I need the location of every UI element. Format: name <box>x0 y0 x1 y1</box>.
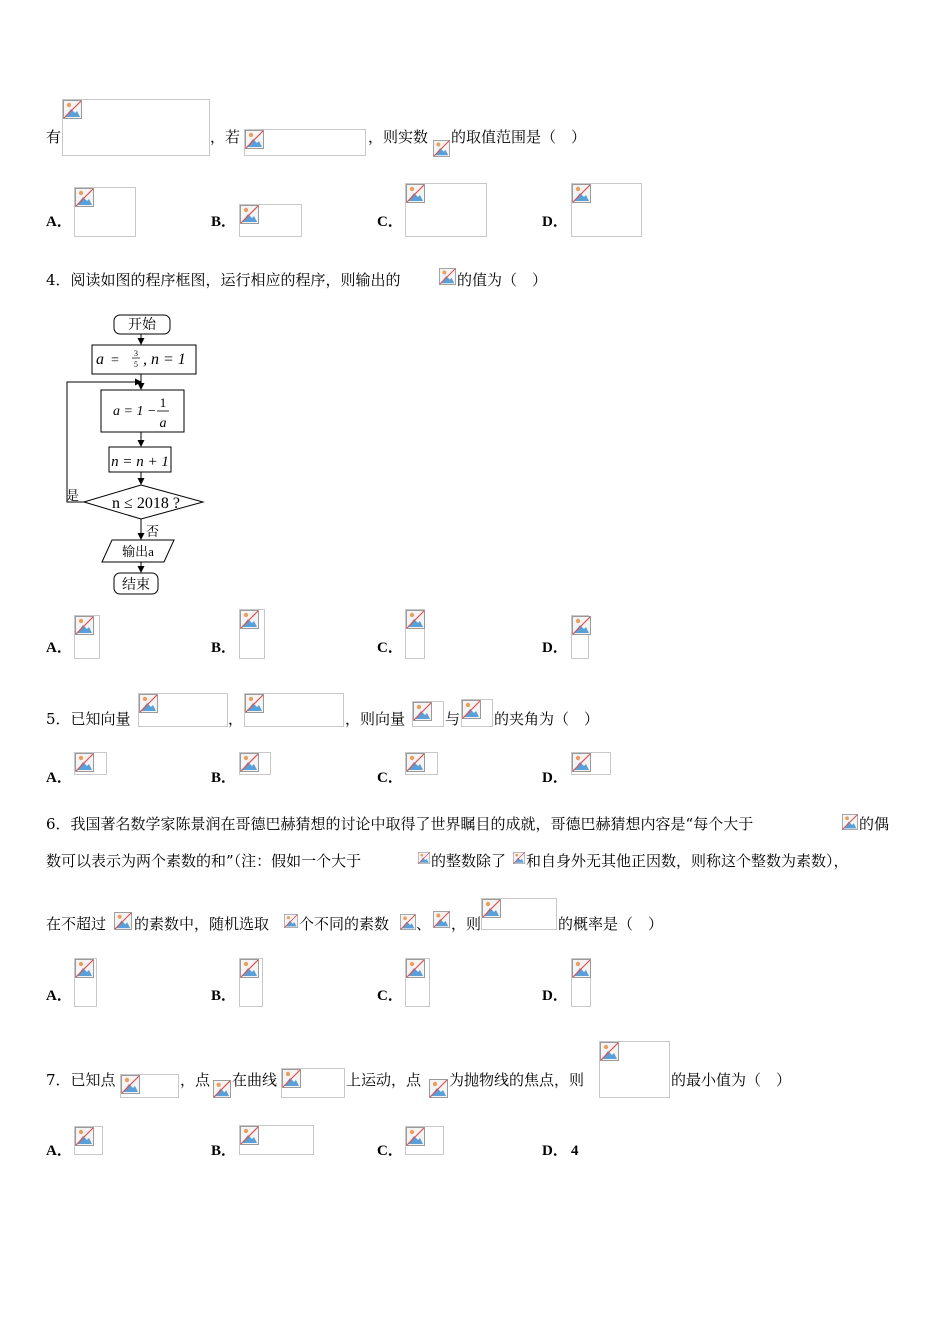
broken-image-icon <box>482 899 501 918</box>
broken-image-icon <box>75 1127 94 1146</box>
broken-image-icon <box>572 959 591 978</box>
flowchart-no-label: 否 <box>146 524 160 539</box>
broken-image-icon <box>572 616 591 635</box>
option-label: A． <box>46 988 72 1004</box>
program-flowchart <box>60 310 220 600</box>
broken-image-icon <box>433 909 450 930</box>
q7-stem: 为抛物线的焦点，则 <box>449 1071 585 1089</box>
broken-image-icon <box>240 610 259 629</box>
broken-image-icon <box>240 959 259 978</box>
option-image <box>239 752 271 775</box>
formula-image <box>418 849 430 867</box>
q4-stem: 4．阅读如图的程序框图，运行相应的程序，则输出的 <box>46 271 401 289</box>
flowchart-init-a: a <box>96 351 104 368</box>
formula-image <box>439 268 456 285</box>
flowchart-init-den: 5 <box>134 360 138 369</box>
option-image <box>74 615 100 659</box>
formula-image <box>481 898 557 930</box>
broken-image-icon <box>406 184 425 203</box>
flowchart-init-eq: = <box>111 353 119 368</box>
broken-image-icon <box>406 753 425 772</box>
broken-image-icon <box>433 140 450 157</box>
option-label: D． <box>542 640 568 656</box>
option-image <box>405 183 487 237</box>
option-label: D． <box>542 214 568 230</box>
broken-image-icon <box>284 912 298 930</box>
option-label: A． <box>46 1143 72 1159</box>
formula-image <box>284 912 298 930</box>
q7-stem: 在曲线 <box>232 1071 278 1089</box>
option-image <box>405 1126 444 1155</box>
q6-line3: 的素数中，随机选取 <box>134 915 270 933</box>
option-label: C． <box>377 770 403 786</box>
flowchart-condition: n ≤ 2018 ? <box>112 495 180 512</box>
formula-image <box>244 129 366 156</box>
option-image <box>571 958 591 1007</box>
formula-image <box>513 849 525 867</box>
flowchart-init-n: , n = 1 <box>143 351 186 368</box>
broken-image-icon <box>572 184 591 203</box>
q5-sep: ， <box>228 710 244 728</box>
flowchart-update-a: a = 1 − <box>113 404 157 419</box>
q6-line2: 数可以表示为两个素数的和”（注：假如一个大于 <box>46 852 362 870</box>
broken-image-icon <box>406 959 425 978</box>
broken-image-icon <box>240 1126 259 1145</box>
option-label: C． <box>377 640 403 656</box>
option-image <box>239 204 302 237</box>
option-image <box>571 752 611 775</box>
broken-image-icon <box>75 959 94 978</box>
option-image <box>405 958 430 1007</box>
broken-image-icon <box>842 813 858 831</box>
q3-text: 的取值范围是（ ） <box>451 128 587 146</box>
option-image <box>405 752 438 775</box>
option-image <box>405 609 425 659</box>
formula-image <box>412 701 444 727</box>
flowchart-end-label: 结束 <box>122 578 150 593</box>
broken-image-icon <box>245 694 264 713</box>
broken-image-icon <box>600 1042 619 1061</box>
formula-image <box>138 693 228 727</box>
option-image <box>74 187 136 237</box>
q4-stem: 的值为（ ） <box>457 271 548 289</box>
flowchart-update-n: n = n + 1 <box>111 454 169 470</box>
broken-image-icon <box>572 753 591 772</box>
q3-prefix: 有 <box>46 128 62 146</box>
q5-and: 与 <box>445 710 461 728</box>
option-label: A． <box>46 640 72 656</box>
q6-line1: 6．我国著名数学家陈景润在哥德巴赫猜想的讨论中取得了世界瞩目的成就，哥德巴赫猜想内容是“每个大于 <box>46 815 754 833</box>
broken-image-icon <box>406 610 425 629</box>
broken-image-icon <box>121 1075 140 1094</box>
broken-image-icon <box>75 616 94 635</box>
broken-image-icon <box>240 753 259 772</box>
broken-image-icon <box>413 702 432 721</box>
q5-stem: ，则向量 <box>345 710 406 728</box>
formula-image <box>461 699 493 727</box>
q7-stem: 7．已知点 <box>46 1071 116 1089</box>
flowchart-start-label: 开始 <box>128 318 156 333</box>
option-image <box>571 183 642 237</box>
q7-stem: 上运动，点 <box>346 1071 422 1089</box>
formula-image <box>213 1080 231 1098</box>
option-label: D． <box>542 988 568 1004</box>
option-label: C． <box>377 1143 403 1159</box>
option-image <box>571 615 589 659</box>
option-image <box>239 609 265 659</box>
broken-image-icon <box>406 1127 425 1146</box>
formula-image <box>599 1041 670 1098</box>
flowchart-init-num: 3 <box>134 349 138 358</box>
broken-image-icon <box>113 912 133 930</box>
q5-stem: 5．已知向量 <box>46 710 131 728</box>
broken-image-icon <box>240 205 259 224</box>
q6-line2: 的整数除了 <box>431 852 507 870</box>
broken-image-icon <box>139 694 158 713</box>
option-label: C． <box>377 988 403 1004</box>
option-label: B． <box>211 214 237 230</box>
formula-image <box>113 912 133 930</box>
broken-image-icon <box>245 130 264 149</box>
broken-image-icon <box>282 1069 301 1088</box>
broken-image-icon <box>429 1079 448 1098</box>
option-label: B． <box>211 640 237 656</box>
option-label: B． <box>211 1143 237 1159</box>
option-label: A． <box>46 214 72 230</box>
formula-image <box>244 693 344 727</box>
broken-image-icon <box>75 753 94 772</box>
option-image <box>239 1125 314 1155</box>
flowchart-output-label: 输出a <box>122 544 154 559</box>
q6-line1: 的偶 <box>859 815 890 833</box>
q3-text: ，若 <box>210 128 241 146</box>
q5-stem: 的夹角为（ ） <box>494 710 600 728</box>
option-image <box>74 1126 103 1155</box>
option-d-value: 4 <box>571 1143 579 1159</box>
q6-line3: ，则 <box>451 915 482 933</box>
formula-image <box>62 99 210 156</box>
formula-image <box>429 1079 448 1098</box>
broken-image-icon <box>75 188 94 207</box>
q6-line2: 和自身外无其他正因数，则称这个整数为素数）， <box>526 852 849 870</box>
broken-image-icon <box>462 700 481 719</box>
formula-image <box>120 1074 179 1098</box>
q7-stem: 的最小值为（ ） <box>671 1071 792 1089</box>
option-label: D． <box>542 1143 568 1159</box>
broken-image-icon <box>439 268 456 285</box>
option-label: B． <box>211 988 237 1004</box>
broken-image-icon <box>513 849 525 867</box>
formula-image <box>433 909 450 930</box>
q6-line3: 在不超过 <box>46 915 107 933</box>
q6-line3: 个不同的素数 <box>299 915 390 933</box>
q6-line3: 的概率是（ ） <box>558 915 664 933</box>
formula-image <box>433 140 450 157</box>
formula-image <box>842 813 858 831</box>
option-image <box>239 958 263 1007</box>
formula-image <box>400 914 416 930</box>
option-label: B． <box>211 770 237 786</box>
formula-image <box>281 1068 345 1098</box>
flowchart-update-den: a <box>159 416 167 431</box>
option-image <box>74 752 107 775</box>
option-image <box>74 958 97 1007</box>
option-label: D． <box>542 770 568 786</box>
broken-image-icon <box>400 914 416 930</box>
broken-image-icon <box>63 100 82 119</box>
q3-text: ，则实数 <box>368 128 429 146</box>
q6-line3: 、 <box>416 915 432 933</box>
q7-stem: ，点 <box>180 1071 211 1089</box>
option-label: C． <box>377 214 403 230</box>
broken-image-icon <box>213 1080 231 1098</box>
broken-image-icon <box>418 849 430 867</box>
flowchart-yes-label: 是 <box>66 488 80 503</box>
flowchart-update-num: 1 <box>159 395 167 410</box>
option-label: A． <box>46 770 72 786</box>
